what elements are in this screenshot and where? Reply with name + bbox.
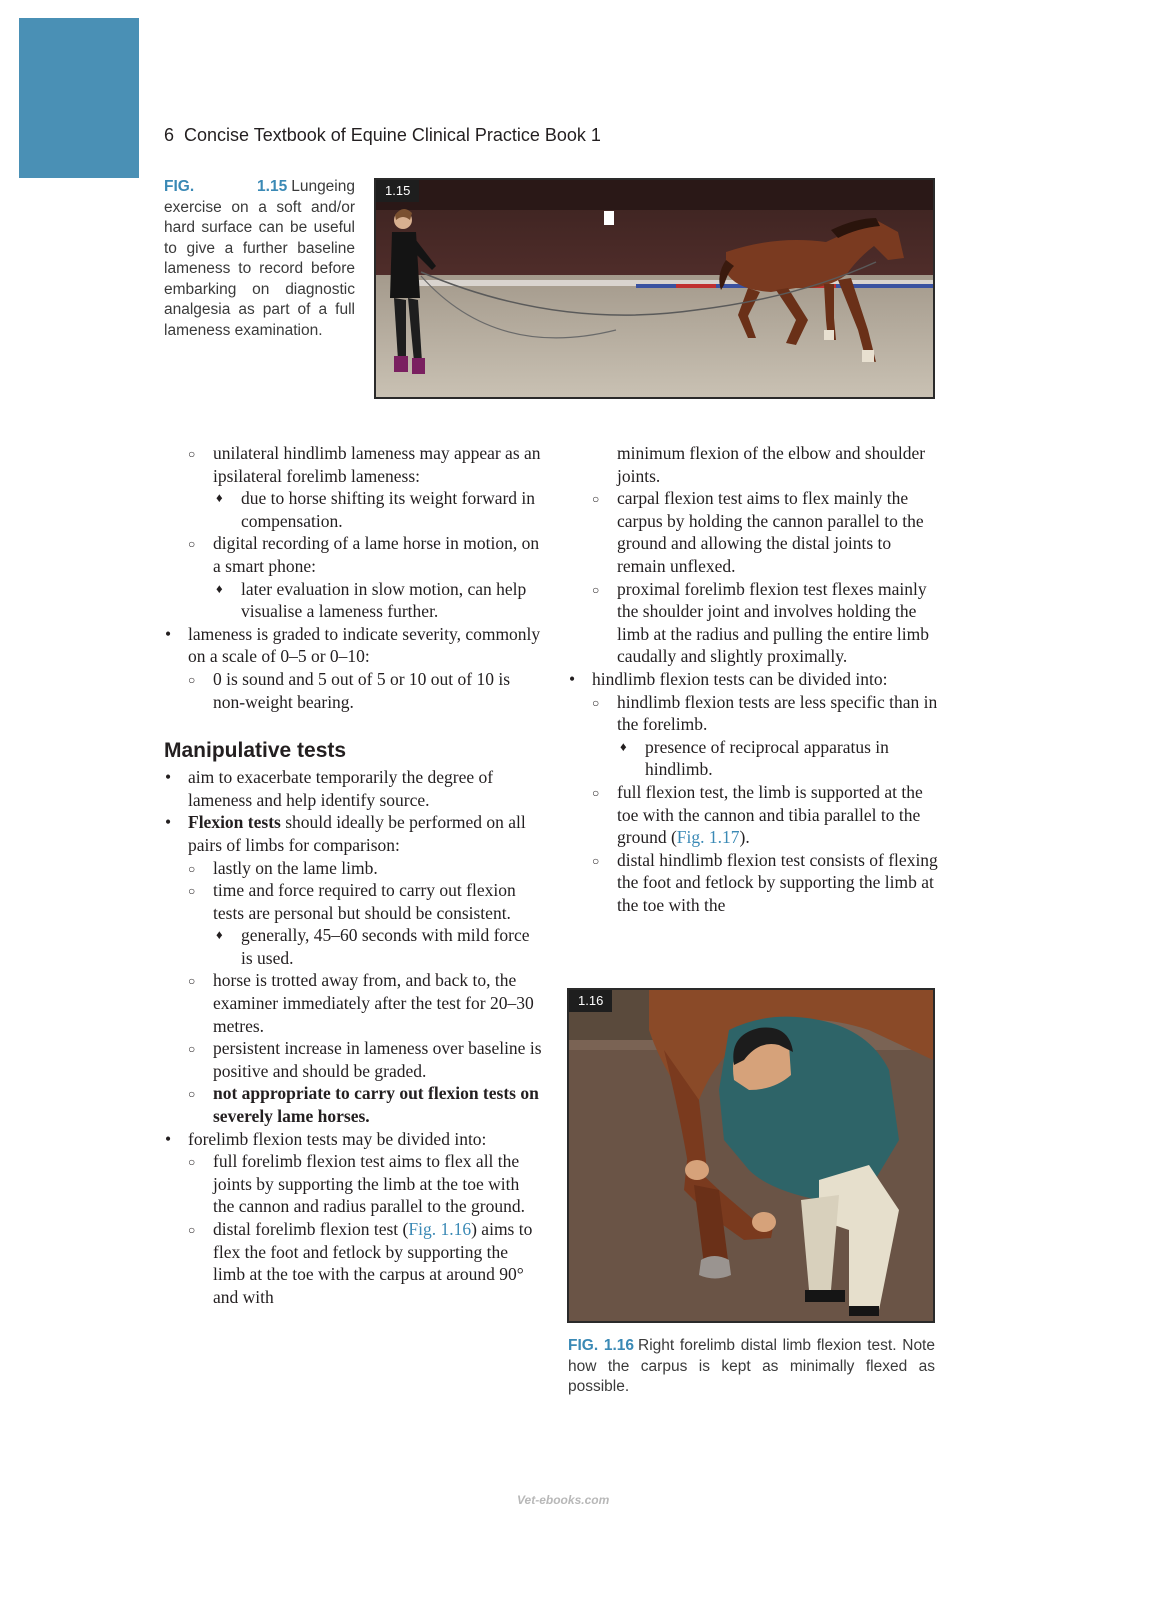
figure-1-16-photo <box>567 988 935 1323</box>
list-item: ○ 0 is sound and 5 out of 5 or 10 out of 10 is non-weight bearing. <box>164 668 544 713</box>
list-item <box>568 781 943 849</box>
list-item: ○ unilateral hindlimb lameness may appear as an ipsilateral forelimb lameness: <box>164 442 544 487</box>
text-fragment: full flexion test, the limb is supported at the toe with the cannon and tibia parallel to the ground ( <box>617 781 923 848</box>
list-item <box>164 1218 544 1308</box>
text-fragment: ) aims to flex the foot and fetlock by supporting the limb at the toe with the carpus at around 90° and with <box>213 1219 533 1307</box>
list-item: ♦ due to horse shifting its weight forward in compensation. <box>164 487 544 532</box>
list-item: ○ hindlimb flexion tests are less specific than in the forelimb. <box>568 691 943 736</box>
figure-reference-link[interactable]: Fig. 1.16 <box>408 1219 472 1239</box>
spacer <box>164 713 544 736</box>
right-column <box>568 442 943 916</box>
list-item: ♦ presence of reciprocal apparatus in hindlimb. <box>568 736 943 781</box>
figure-1-16-caption <box>568 1336 935 1398</box>
book-title: Concise Textbook of Equine Clinical Practice Book 1 <box>184 125 601 145</box>
lungeing-horse-illustration <box>376 180 933 397</box>
flexion-tests-text: should ideally be performed on all pairs of limbs for comparison: <box>188 812 526 855</box>
list-item: ○ time and force required to carry out flexion tests are personal but should be consistent. <box>164 879 544 924</box>
watermark: Vet-ebooks.com <box>517 1493 610 1507</box>
figure-1-16-caption-text: Right forelimb distal limb flexion test. Note how the carpus is kept as minimally flexed as possible. <box>568 1337 935 1395</box>
list-item: ○ full forelimb flexion test aims to flex all the joints by supporting the limb at the toe with the cannon and radius parallel to the ground. <box>164 1150 544 1218</box>
list-item: ○ not appropriate to carry out flexion tests on severely lame horses. <box>164 1082 544 1127</box>
running-header <box>164 125 601 146</box>
figure-1-15-caption <box>164 177 355 341</box>
figure-reference-link[interactable]: Fig. 1.17 <box>676 827 740 848</box>
chapter-tab <box>19 18 139 178</box>
figure-1-16-caption-label: FIG. 1.16 <box>568 1337 635 1354</box>
figure-1-15-caption-label: FIG. 1.15 <box>164 178 288 195</box>
list-item: • hindlimb flexion tests can be divided into: <box>568 668 943 691</box>
list-item: • aim to exacerbate temporarily the degree of lameness and help identify source. <box>164 766 544 811</box>
list-item: ○ lastly on the lame limb. <box>164 857 544 880</box>
list-item: ♦ generally, 45–60 seconds with mild force is used. <box>164 924 544 969</box>
figure-1-15-caption-text: Lungeing exercise on a soft and/or hard surface can be useful to give a further baseline lameness to record before embarking on diagnostic analgesia as part of a full lameness examination. <box>164 178 355 339</box>
section-heading: Manipulative tests <box>164 739 347 763</box>
figure-1-15-tag: 1.15 <box>376 180 419 202</box>
list-item <box>164 811 544 856</box>
list-item: ○ horse is trotted away from, and back to, the examiner immediately after the test for 20–30 metres. <box>164 969 544 1037</box>
flexion-test-illustration <box>569 990 933 1321</box>
list-item: ○ digital recording of a lame horse in motion, on a smart phone: <box>164 532 544 577</box>
text-fragment: distal forelimb flexion test ( <box>213 1219 409 1239</box>
list-item: • forelimb flexion tests may be divided into: <box>164 1128 544 1151</box>
page-number: 6 <box>164 125 175 145</box>
list-item: ○ persistent increase in lameness over baseline is positive and should be graded. <box>164 1037 544 1082</box>
figure-1-15-photo <box>374 178 935 399</box>
list-item: ♦ later evaluation in slow motion, can help visualise a lameness further. <box>164 578 544 623</box>
list-item: ○ proximal forelimb flexion test flexes mainly the shoulder joint and involves holding the limb at the radius and pulling the entire limb caudally and slightly proximally. <box>568 578 943 668</box>
left-column <box>164 442 544 1308</box>
flexion-tests-term: Flexion tests <box>188 812 281 833</box>
list-item-continuation: minimum flexion of the elbow and shoulder joints. <box>617 443 926 486</box>
figure-1-16-tag: 1.16 <box>569 990 612 1012</box>
list-item: • lameness is graded to indicate severity, commonly on a scale of 0–5 or 0–10: <box>164 623 544 668</box>
list-item: ○ distal hindlimb flexion test consists of flexing the foot and fetlock by supporting the limb at the toe with the <box>568 849 943 917</box>
text-fragment: ). <box>739 827 750 848</box>
list-item: ○ carpal flexion test aims to flex mainly the carpus by holding the cannon parallel to the ground and allowing the distal joints to remain unflexed. <box>568 487 943 577</box>
